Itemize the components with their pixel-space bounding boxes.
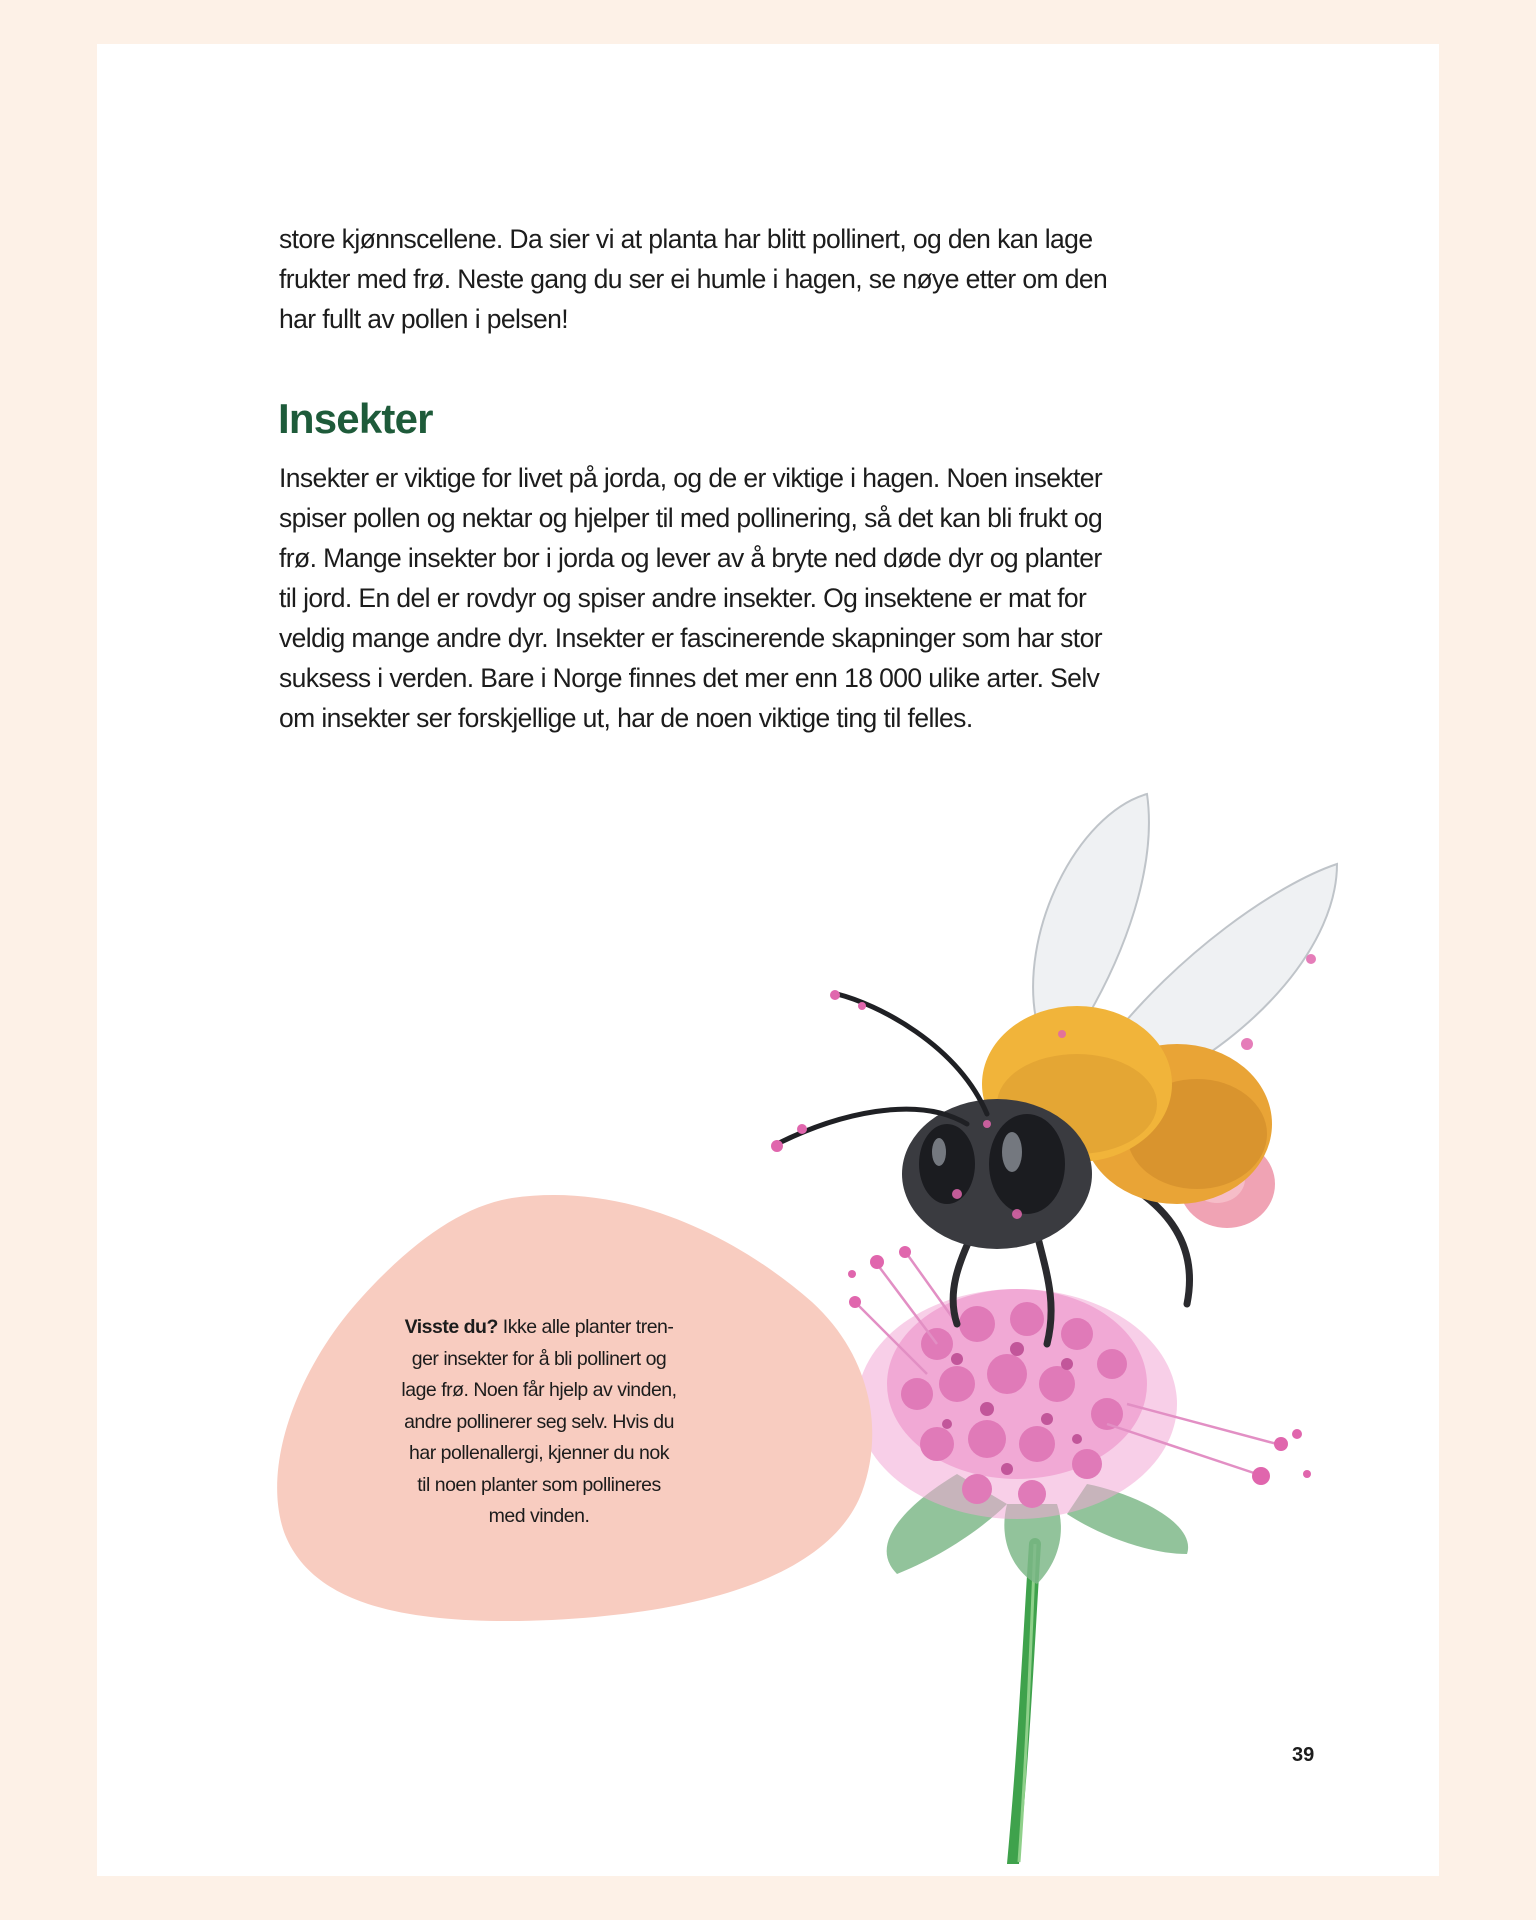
fact-line: [359, 1312, 719, 1344]
fact-line-text: Ikke alle planter tren-: [497, 1316, 674, 1338]
fact-line: med vinden.: [488, 1505, 590, 1527]
section-heading: Insekter: [278, 395, 433, 442]
fact-box-text: [359, 1312, 719, 1533]
text-line: Insekter er viktige for livet på jorda, og de er viktige i hagen. Noen insekter: [279, 463, 1103, 493]
flower-head: [848, 1246, 1311, 1519]
fact-line: har pollenallergi, kjenner du nok: [409, 1442, 669, 1464]
text-line: frø. Mange insekter bor i jorda og lever av å bryte ned døde dyr og planter: [279, 543, 1102, 573]
fact-line: til noen planter som pollineres: [417, 1473, 661, 1496]
text-line: spiser pollen og nektar og hjelper til med pollinering, så det kan bli frukt og: [279, 503, 1103, 533]
book-page: [97, 44, 1439, 1876]
fact-line: ger insekter for å bli pollinert og: [411, 1347, 667, 1370]
text-line: veldig mange andre dyr. Insekter er fascinerende skapninger som har stor: [279, 623, 1102, 653]
text-line: suksess i verden. Bare i Norge finnes det mer enn 18 000 ulike arter. Selv: [279, 663, 1100, 693]
text-line: frukter med frø. Neste gang du ser ei humle i hagen, se nøye etter om den: [279, 264, 1108, 294]
fact-line: andre pollinerer seg selv. Hvis du: [404, 1410, 674, 1433]
fact-line: lage frø. Noen får hjelp av vinden,: [401, 1379, 677, 1401]
fact-lead: Visste du?: [404, 1316, 498, 1338]
body-paragraph: [279, 458, 1199, 738]
text-line: store kjønnscellene. Da sier vi at planta har blitt pollinert, og den kan lage: [279, 224, 1093, 254]
page-number: 39: [1292, 1744, 1315, 1766]
text-line: om insekter ser forskjellige ut, har de noen viktige ting til felles.: [279, 703, 973, 733]
text-line: har fullt av pollen i pelsen!: [279, 304, 569, 334]
intro-paragraph: [279, 219, 1199, 339]
text-line: til jord. En del er rovdyr og spiser andre insekter. Og insektene er mat for: [279, 583, 1087, 613]
